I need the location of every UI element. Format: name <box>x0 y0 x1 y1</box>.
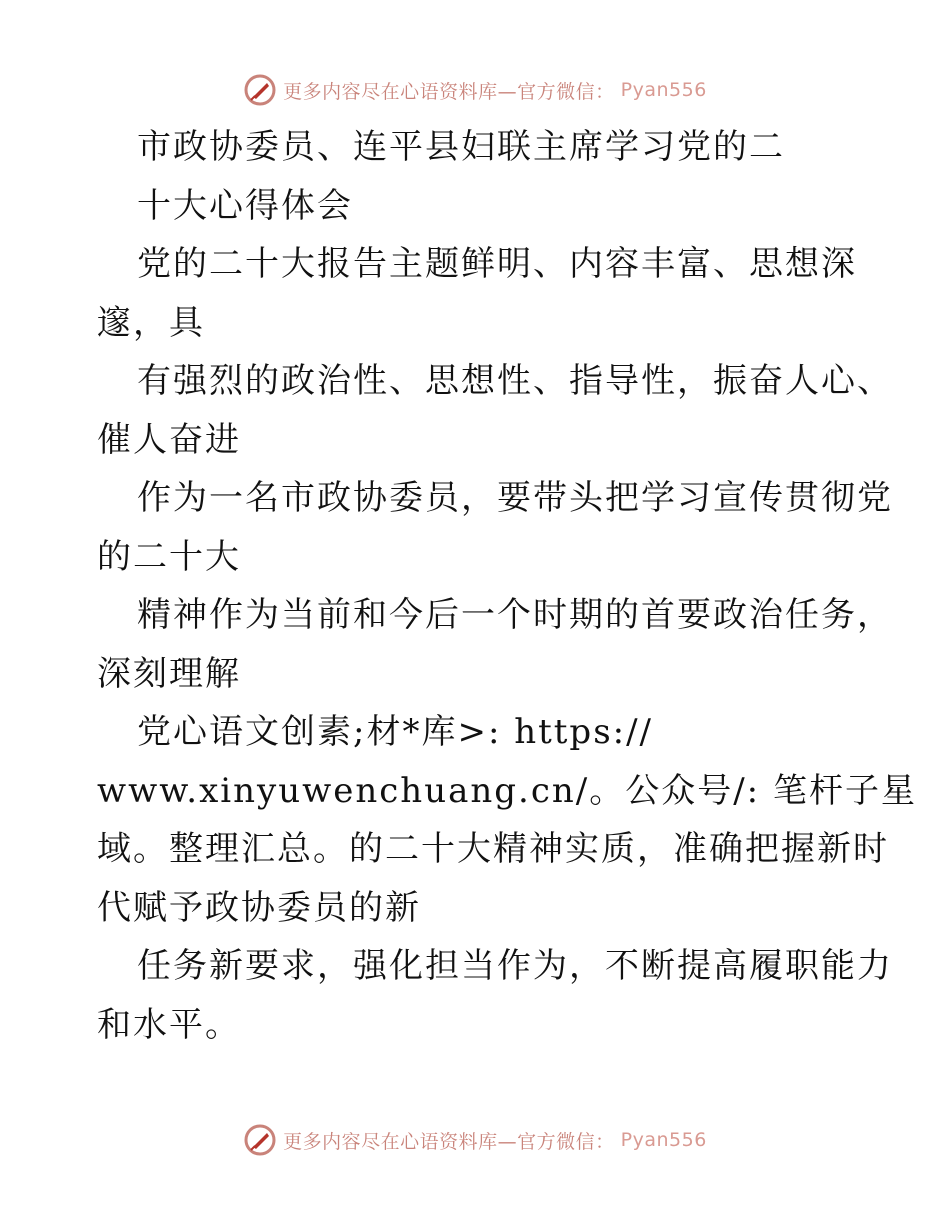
text-line-10: 深刻理解 <box>97 653 241 694</box>
text-line-16: 和水平。 <box>97 1004 241 1045</box>
text-line-2: 十大心得体会 <box>137 185 353 226</box>
text-line-14: 代赋予政协委员的新 <box>97 887 421 928</box>
text-line-9: 精神作为当前和今后一个时期的首要政治任务， <box>137 595 893 635</box>
text-line-13: 域。整理汇总。的二十大精神实质，准确把握新时 <box>97 829 889 869</box>
header-watermark <box>0 70 950 110</box>
document-body <box>97 118 917 1054</box>
text-line-7: 作为一名市政协委员，要带头把学习宣传贯彻党 <box>137 478 893 518</box>
watermark-account: Pyan556 <box>620 79 707 101</box>
text-line-11: 党心语文创素;材*库>: https:// <box>137 712 654 752</box>
text-line-3: 党的二十大报告主题鲜明、内容丰富、思想深 <box>137 244 857 284</box>
text-line-1: 市政协委员、连平县妇联主席学习党的二 <box>137 127 785 167</box>
text-line-6: 催人奋进 <box>97 419 241 460</box>
quill-logo-icon <box>243 73 277 107</box>
watermark-account: Pyan556 <box>620 1129 707 1151</box>
text-line-12: www.xinyuwenchuang.cn/。公众号/: 笔杆子星 <box>97 770 917 811</box>
text-line-15: 任务新要求，强化担当作为，不断提高履职能力 <box>137 946 893 986</box>
text-line-8: 的二十大 <box>97 536 241 577</box>
footer-watermark <box>0 1120 950 1160</box>
text-line-5: 有强烈的政治性、思想性、指导性，振奋人心、 <box>137 361 893 401</box>
quill-logo-icon <box>243 1123 277 1157</box>
text-line-4: 邃，具 <box>97 302 205 343</box>
watermark-text: 更多内容尽在心语资料库—官方微信： <box>283 1130 615 1153</box>
watermark-text: 更多内容尽在心语资料库—官方微信： <box>283 80 615 103</box>
